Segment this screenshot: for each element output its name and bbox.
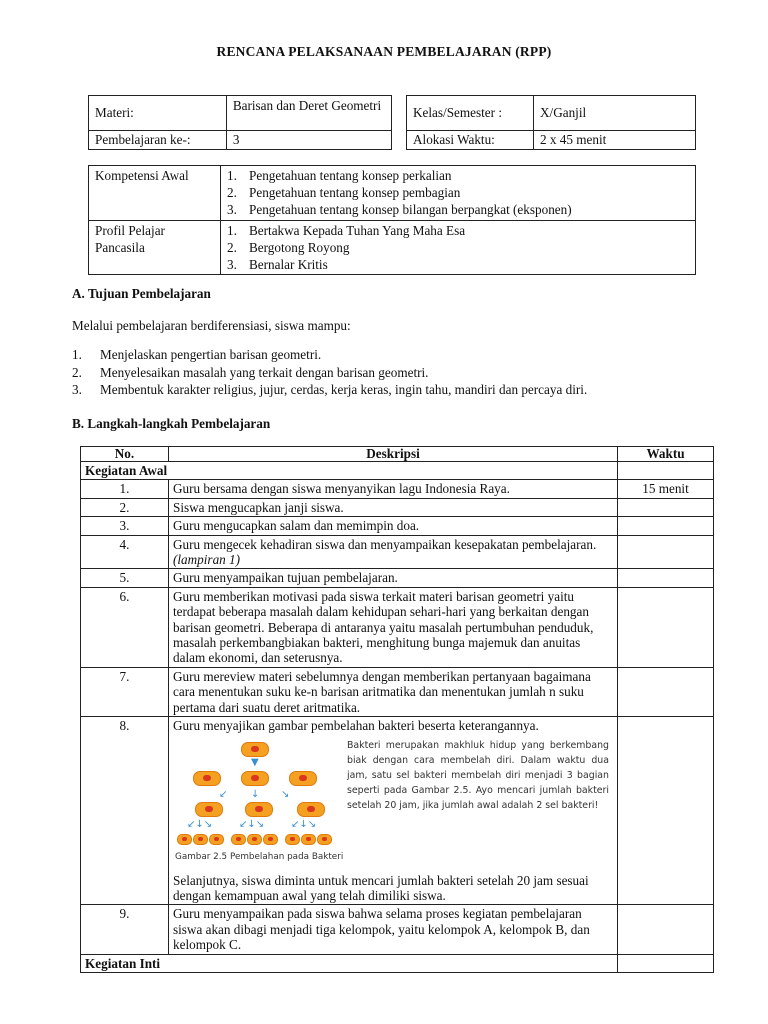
- arrow-icon: ↙↓↘: [239, 818, 265, 830]
- table-row: 2. Siswa mengucapkan janji siswa.: [81, 498, 714, 516]
- bacterium-icon: [245, 802, 273, 817]
- table-row: 1. Guru bersama dengan siswa menyanyikan lagu Indonesia Raya. 15 menit: [81, 480, 714, 498]
- alokasi-value: 2 x 45 menit: [534, 131, 696, 150]
- info-table-right: [406, 95, 696, 150]
- col-header-no: No.: [81, 447, 169, 462]
- competency-table: [88, 165, 696, 275]
- arrow-icon: ↓: [251, 788, 260, 800]
- list-item: 3. Bernalar Kritis: [227, 257, 328, 273]
- table-row: 5. Guru menyampaikan tujuan pembelajaran.: [81, 569, 714, 587]
- kompetensi-list: [227, 167, 689, 219]
- profil-label: Profil Pelajar Pancasila: [89, 220, 221, 275]
- list-item: 1. Menjelaskan pengertian barisan geometri.: [72, 347, 322, 362]
- objectives-list: [72, 346, 732, 399]
- bacterium-icon: [297, 802, 325, 817]
- kompetensi-label: Kompetensi Awal: [89, 166, 221, 221]
- pembelajaran-value: 3: [226, 131, 391, 150]
- bacteria-figure: [173, 738, 613, 873]
- list-item: 1. Pengetahuan tentang konsep perkalian: [227, 168, 452, 183]
- group-kegiatan-awal: Kegiatan Awal: [81, 462, 618, 480]
- list-item: 1. Bertakwa Kepada Tuhan Yang Maha Esa: [227, 222, 466, 238]
- table-row: 9. Guru menyampaikan pada siswa bahwa selama proses kegiatan pembelajaran siswa akan dibagi menjadi tiga kelompok, yaitu kelompok A, kelompok B, dan kelompok C.: [81, 905, 714, 954]
- duration: 15 menit: [618, 480, 714, 498]
- arrow-down-icon: ▼: [251, 756, 259, 768]
- arrow-icon: ↙: [219, 788, 228, 800]
- group-kegiatan-inti: Kegiatan Inti: [81, 954, 618, 972]
- kelas-value: X/Ganjil: [534, 96, 696, 131]
- col-header-desc: Deskripsi: [169, 447, 618, 462]
- figure-text: Bakteri merupakan makhluk hidup yang berkembang biak dengan cara membelah diri. Dalam waktu dua jam, satu sel bakteri membelah diri menjadi 3 bagian seperti pada Gambar 2.5. Ayo mencari jumlah bakteri setelah 20 jam, jika jumlah awal adalah 2 sel bakteri!: [347, 739, 609, 811]
- arrow-icon: ↙↓↘: [187, 818, 213, 830]
- bacterium-icon: [289, 771, 317, 786]
- bacterium-icon: [241, 742, 269, 757]
- list-item: 2. Menyelesaikan masalah yang terkait dengan barisan geometri.: [72, 364, 429, 380]
- arrow-icon: ↙↓↘: [291, 818, 317, 830]
- list-item: 2. Pengetahuan tentang konsep pembagian: [227, 185, 461, 201]
- list-item: 3. Pengetahuan tentang konsep bilangan berpangkat (eksponen): [227, 202, 572, 218]
- bacterium-icon: [241, 771, 269, 786]
- arrow-icon: ↘: [281, 788, 290, 800]
- pembelajaran-label: Pembelajaran ke-:: [89, 131, 227, 150]
- info-table-left: [88, 95, 392, 150]
- kelas-label: Kelas/Semester :: [407, 96, 534, 131]
- section-a-heading: A. Tujuan Pembelajaran: [72, 286, 211, 301]
- page-title: RENCANA PELAKSANAAN PEMBELAJARAN (RPP): [216, 44, 552, 59]
- alokasi-label: Alokasi Waktu:: [407, 131, 534, 150]
- figure-caption: Gambar 2.5 Pembelahan pada Bakteri: [175, 851, 344, 862]
- section-a-intro: Melalui pembelajaran berdiferensiasi, siswa mampu:: [72, 318, 351, 333]
- col-header-time: Waktu: [618, 447, 714, 462]
- lampiran-note: (lampiran 1): [173, 552, 241, 568]
- table-row: 3. Guru mengucapkan salam dan memimpin doa.: [81, 517, 714, 535]
- table-row: 6. Guru memberikan motivasi pada siswa terkait materi barisan geometri yaitu terdapat beberapa masalah dalam kehidupan sehari-hari yang berkaitan dengan barisan geometri. Beberapa di antaranya yaitu masalah pertumbuhan penduduk, masalah perkembangbiakan bakteri, menghitung bunga majemuk dan anuitas dalam ekonomi, dan seterusnya.: [81, 587, 714, 667]
- table-row: 7. Guru mereview materi sebelumnya dengan memberikan pertanyaan bagaimana cara menentukan suku ke-n barisan aritmatika dan menentukan jumlah n suku pertama dari suatu deret aritmatika.: [81, 667, 714, 716]
- list-item: 2. Bergotong Royong: [227, 239, 350, 255]
- bacterium-icon: [193, 771, 221, 786]
- profil-list: [227, 222, 689, 274]
- section-b-heading: B. Langkah-langkah Pembelajaran: [72, 416, 271, 431]
- bacterium-icon: [195, 802, 223, 817]
- list-item: 3. Membentuk karakter religius, jujur, cerdas, kerja keras, ingin tahu, mandiri dan percaya diri.: [72, 382, 588, 397]
- materi-value: Barisan dan Deret Geometri: [226, 96, 391, 131]
- steps-table: [80, 446, 714, 973]
- table-row: 8. Guru menyajikan gambar pembelahan bakteri beserta keterangannya. ▼ ↙ ↓ ↘ ↙↓↘ ↙↓↘ ↙↓↘ Gambar 2.5 Pembelahan pada Bakteri Bakteri merupakan makhluk hidup yang berkembang biak dengan cara membelah diri. Dalam waktu dua jam, satu sel bakteri membelah diri menjadi 3 bagian seperti pada Gambar 2.5. Ayo mencari jumlah bakteri setelah 20 jam, jika jumlah awal adalah 2 sel bakteri! Selanjutnya, siswa diminta untuk mencari jumlah bakteri setelah 20 jam sesuai dengan kemampuan awal yang telah dimiliki siswa.: [81, 717, 714, 905]
- materi-label: Materi:: [89, 96, 227, 131]
- table-row: 4. Guru mengecek kehadiran siswa dan menyampaikan kesepakatan pembelajaran. (lampiran 1): [81, 535, 714, 569]
